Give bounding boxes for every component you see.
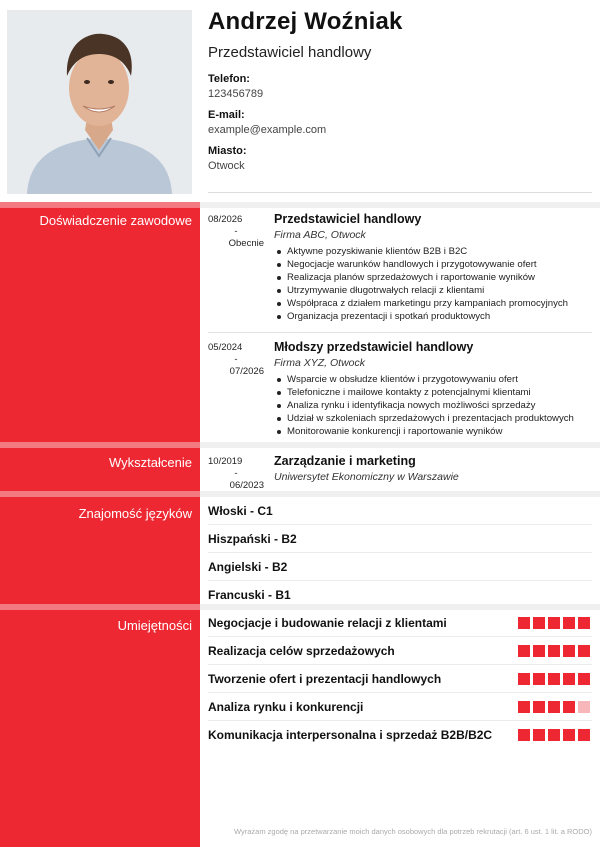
date-to: 07/2026 <box>229 366 264 377</box>
skill-name: Analiza rynku i konkurencji <box>208 700 364 714</box>
education-body <box>274 454 596 483</box>
rating-square-filled <box>563 645 575 657</box>
rating-square-filled <box>533 617 545 629</box>
date-from: 10/2019 <box>208 456 243 467</box>
skill-name: Tworzenie ofert i prezentacji handlowych <box>208 672 442 686</box>
skill-item <box>208 721 592 749</box>
profile-name: Andrzej Woźniak <box>208 8 403 35</box>
list-item: Organizacja prezentacji i spotkań produktowych <box>274 310 596 323</box>
phone-value: 123456789 <box>208 88 264 100</box>
skill-name: Komunikacja interpersonalna i sprzedaż B2B/B2C <box>208 728 493 742</box>
experience-body <box>274 340 596 438</box>
date-separator: - <box>234 226 238 237</box>
skill-item <box>208 693 592 721</box>
rating-square-filled <box>548 729 560 741</box>
item-divider <box>208 332 592 333</box>
rating-square-filled <box>518 701 530 713</box>
contact-info <box>208 73 592 172</box>
date-separator: - <box>234 354 238 365</box>
list-item: Udział w szkoleniach sprzedażowych i prezentacjach produktowych <box>274 412 596 425</box>
date-to: Obecnie <box>228 238 264 249</box>
job-duties <box>274 245 596 323</box>
rating-square-filled <box>563 673 575 685</box>
rating-square-filled <box>548 673 560 685</box>
job-duties <box>274 373 596 438</box>
experience-dates <box>208 214 264 250</box>
list-item: Utrzymywanie długotrwałych relacji z klientami <box>274 284 596 297</box>
section-divider <box>0 442 600 448</box>
rating-square-filled <box>578 729 590 741</box>
job-title: Przedstawiciel handlowy <box>274 212 422 226</box>
date-from: 08/2026 <box>208 214 243 225</box>
skill-rating <box>515 729 590 741</box>
language-item: Angielski - B2 <box>208 553 592 581</box>
rating-square-filled <box>533 701 545 713</box>
rating-square-filled <box>563 617 575 629</box>
rating-square-filled <box>518 645 530 657</box>
rating-square-filled <box>548 617 560 629</box>
language-item: Włoski - C1 <box>208 497 592 525</box>
list-item: Monitorowanie konkurencji i raportowanie wyników <box>274 425 596 438</box>
rating-square-filled <box>533 729 545 741</box>
skill-rating <box>515 673 590 685</box>
city-label: Miasto: <box>208 145 247 157</box>
skill-item <box>208 665 592 693</box>
education-school: Uniwersytet Ekonomiczny w Warszawie <box>274 471 459 483</box>
skill-rating <box>515 617 590 629</box>
rating-square-filled <box>533 673 545 685</box>
rating-square-filled <box>518 673 530 685</box>
list-item: Współpraca z działem marketingu przy kampaniach promocyjnych <box>274 297 596 310</box>
rating-square-filled <box>533 645 545 657</box>
photo-frame <box>0 0 200 202</box>
rating-square-filled <box>548 645 560 657</box>
rating-square-filled <box>548 701 560 713</box>
education-title: Zarządzanie i marketing <box>274 454 416 468</box>
list-item: Aktywne pozyskiwanie klientów B2B i B2C <box>274 245 596 258</box>
skill-name: Negocjacje i budowanie relacji z klientami <box>208 616 447 630</box>
profile-photo <box>7 10 192 194</box>
phone-label: Telefon: <box>208 73 250 85</box>
rating-square-empty <box>578 701 590 713</box>
list-item: Wsparcie w obsłudze klientów i przygotowywaniu ofert <box>274 373 596 386</box>
skill-rating <box>515 645 590 657</box>
section-title-skills: Umiejętności <box>117 618 192 633</box>
skill-item <box>208 637 592 665</box>
skill-item <box>208 609 592 637</box>
job-company: Firma XYZ, Otwock <box>274 357 366 369</box>
header-divider <box>208 192 592 193</box>
list-item: Negocjacje warunków handlowych i przygotowywanie ofert <box>274 258 596 271</box>
skill-name: Realizacja celów sprzedażowych <box>208 644 395 658</box>
date-to: 06/2023 <box>229 480 264 491</box>
email-label: E-mail: <box>208 109 245 121</box>
rating-square-filled <box>563 701 575 713</box>
profile-header <box>208 8 592 172</box>
section-title-education: Wykształcenie <box>109 455 192 470</box>
email-value: example@example.com <box>208 124 327 136</box>
rating-square-filled <box>578 645 590 657</box>
skill-rating <box>515 701 590 713</box>
experience-dates <box>208 342 264 378</box>
education-dates <box>208 456 264 492</box>
list-item: Realizacja planów sprzedażowych i raportowanie wyników <box>274 271 596 284</box>
profile-role: Przedstawiciel handlowy <box>208 44 372 61</box>
language-item: Francuski - B1 <box>208 588 291 602</box>
rating-square-filled <box>518 617 530 629</box>
job-company: Firma ABC, Otwock <box>274 229 366 241</box>
list-item: Telefoniczne i mailowe kontakty z potencjalnymi klientami <box>274 386 596 399</box>
list-item: Analiza rynku i identyfikacja nowych możliwości sprzedaży <box>274 399 596 412</box>
date-from: 05/2024 <box>208 342 243 353</box>
date-separator: - <box>234 468 238 479</box>
section-divider <box>0 202 600 208</box>
city-value: Otwock <box>208 160 245 172</box>
language-item: Hiszpański - B2 <box>208 525 592 553</box>
gdpr-consent: Wyrażam zgodę na przetwarzanie moich danych osobowych dla potrzeb rekrutacji (art. 6 ust. 1 lit. a RODO) <box>233 827 592 836</box>
section-title-experience: Doświadczenie zawodowe <box>39 213 192 228</box>
rating-square-filled <box>518 729 530 741</box>
section-title-languages: Znajomość języków <box>78 506 192 521</box>
rating-square-filled <box>578 617 590 629</box>
rating-square-filled <box>578 673 590 685</box>
job-title: Młodszy przedstawiciel handlowy <box>274 340 474 354</box>
rating-square-filled <box>563 729 575 741</box>
experience-body <box>274 212 596 323</box>
